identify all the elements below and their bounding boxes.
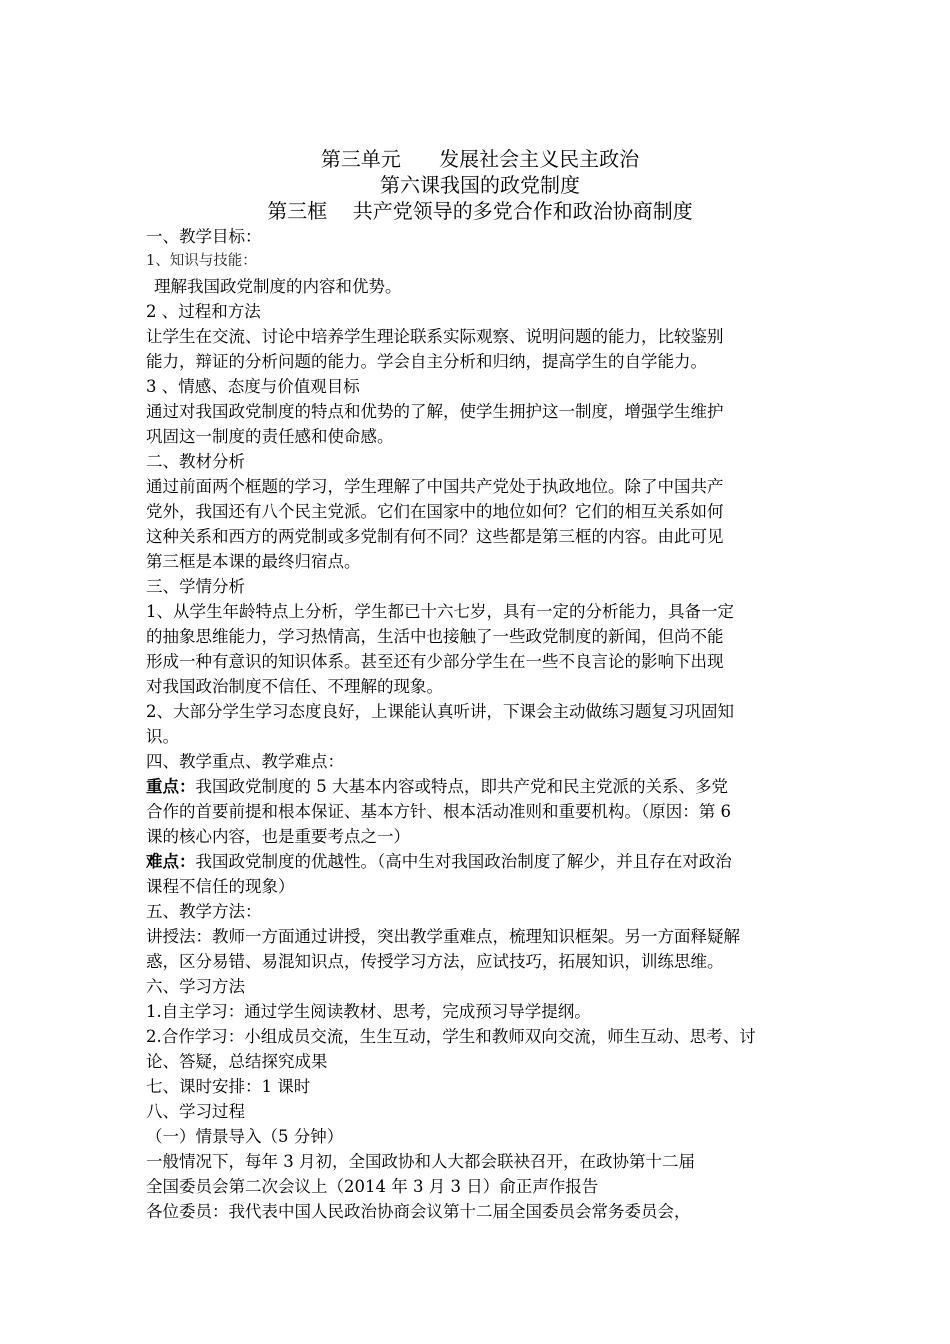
lesson-title: 第六课我国的政党制度 xyxy=(380,173,580,197)
text-line xyxy=(146,1049,814,1074)
text-line xyxy=(146,474,814,499)
text-line xyxy=(146,574,814,599)
line-text: 论、答疑，总结探究成果 xyxy=(146,1052,328,1071)
line-text: 巩固这一制度的责任感和使命感。 xyxy=(146,427,394,446)
line-text: 2、大部分学生学习态度良好，上课能认真听讲，下课会主动做练习题复习巩固知 xyxy=(146,702,734,721)
text-line xyxy=(146,399,814,424)
bold-label: 重点： xyxy=(146,777,196,796)
document-body xyxy=(146,146,814,1224)
line-text: 惑，区分易错、易混知识点，传授学习方法，应试技巧，拓展知识，训练思维。 xyxy=(146,952,724,971)
line-text: 1、知识与技能： xyxy=(146,253,257,269)
text-line xyxy=(146,524,814,549)
line-text: 1、从学生年龄特点上分析，学生都已十六七岁，具有一定的分析能力，具备一定 xyxy=(146,602,734,621)
text-line xyxy=(146,624,814,649)
line-text: 通过对我国政党制度的特点和优势的了解，使学生拥护这一制度，增强学生维护 xyxy=(146,402,724,421)
line-text: 讲授法：教师一方面通过讲授，突出教学重难点，梳理知识框架。另一方面释疑解 xyxy=(146,927,740,946)
line-text: 3 、情感、态度与价值观目标 xyxy=(146,377,360,396)
line-text: 识。 xyxy=(146,727,179,746)
text-line xyxy=(146,699,814,724)
line-text: 四、教学重点、教学难点： xyxy=(146,752,344,771)
line-text: 党外，我国还有八个民主党派。它们在国家中的地位如何？它们的相互关系如何 xyxy=(146,502,724,521)
line-text: 各位委员：我代表中国人民政治协商会议第十二届全国委员会常务委员会， xyxy=(146,1202,691,1221)
text-line xyxy=(146,424,814,449)
line-text: 课的核心内容，也是重要考点之一） xyxy=(146,827,410,846)
text-line xyxy=(146,774,814,799)
line-text: 一、教学目标： xyxy=(146,227,262,246)
text-line xyxy=(146,1199,814,1224)
line-text: 五、教学方法： xyxy=(146,902,262,921)
line-text: 课程不信任的现象） xyxy=(146,877,295,896)
line-text: 2 、过程和方法 xyxy=(146,302,261,321)
line-text: 我国政党制度的 5 大基本内容或特点，即共产党和民主党派的关系、多党 xyxy=(195,777,728,796)
text-line xyxy=(146,924,814,949)
line-text: 八、学习过程 xyxy=(146,1102,245,1121)
text-line xyxy=(146,874,814,899)
unit-title: 第三单元 发展社会主义民主政治 xyxy=(320,147,640,171)
bold-label: 难点： xyxy=(146,852,196,871)
line-text: 理解我国政党制度的内容和优势。 xyxy=(154,277,402,296)
line-text: 二、教材分析 xyxy=(146,452,245,471)
text-line xyxy=(146,799,814,824)
text-line xyxy=(146,499,814,524)
line-text: 1.自主学习：通过学生阅读教材、思考，完成预习导学提纲。 xyxy=(146,1002,591,1021)
text-line xyxy=(146,299,814,324)
line-text: 的抽象思维能力，学习热情高，生活中也接触了一些政党制度的新闻，但尚不能 xyxy=(146,627,724,646)
text-line xyxy=(146,249,814,274)
line-text: 通过前面两个框题的学习，学生理解了中国共产党处于执政地位。除了中国共产 xyxy=(146,477,724,496)
line-text: 合作的首要前提和根本保证、基本方针、根本活动准则和重要机构。（原因：第 6 xyxy=(146,802,731,821)
line-text: 三、学情分析 xyxy=(146,577,245,596)
text-line xyxy=(146,849,814,874)
text-line xyxy=(146,449,814,474)
text-line xyxy=(146,274,814,299)
text-line xyxy=(146,824,814,849)
line-text: 让学生在交流、讨论中培养学生理论联系实际观察、说明问题的能力，比较鉴别 xyxy=(146,327,724,346)
line-text: 七、课时安排：1 课时 xyxy=(146,1077,311,1096)
line-text: 全国委员会第二次会议上（2014 年 3 月 3 日）俞正声作报告 xyxy=(146,1177,599,1196)
text-line xyxy=(146,1074,814,1099)
text-line xyxy=(146,224,814,249)
text-line xyxy=(146,1024,814,1049)
line-text: 我国政党制度的优越性。（高中生对我国政治制度了解少，并且存在对政治 xyxy=(195,852,732,871)
text-line xyxy=(146,1174,814,1199)
text-line xyxy=(146,549,814,574)
text-line xyxy=(146,749,814,774)
line-text: 形成一种有意识的知识体系。甚至还有少部分学生在一些不良言论的影响下出现 xyxy=(146,652,724,671)
line-text: （一）情景导入（5 分钟） xyxy=(146,1127,344,1146)
text-line xyxy=(146,899,814,924)
text-line xyxy=(146,724,814,749)
text-line xyxy=(146,374,814,399)
line-text: 这种关系和西方的两党制或多党制有何不同？这些都是第三框的内容。由此可见 xyxy=(146,527,724,546)
document-text xyxy=(146,224,814,1224)
text-line xyxy=(146,649,814,674)
text-line xyxy=(146,1099,814,1124)
text-line xyxy=(146,949,814,974)
line-text: 2.合作学习：小组成员交流，生生互动，学生和教师双向交流，师生互动、思考、讨 xyxy=(146,1027,756,1046)
line-text: 能力，辩证的分析问题的能力。学会自主分析和归纳，提高学生的自学能力。 xyxy=(146,352,707,371)
line-text: 六、学习方法 xyxy=(146,977,245,996)
text-line xyxy=(146,1124,814,1149)
line-text: 第三框是本课的最终归宿点。 xyxy=(146,552,361,571)
text-line xyxy=(146,349,814,374)
line-text: 对我国政治制度不信任、不理解的现象。 xyxy=(146,677,443,696)
text-line xyxy=(146,599,814,624)
text-line xyxy=(146,974,814,999)
line-text: 一般情况下，每年 3 月初，全国政协和人大都会联袂召开，在政协第十二届 xyxy=(146,1152,695,1171)
text-line xyxy=(146,324,814,349)
text-line xyxy=(146,674,814,699)
frame-title: 第三框 共产党领导的多党合作和政治协商制度 xyxy=(267,199,693,223)
text-line xyxy=(146,1149,814,1174)
text-line xyxy=(146,999,814,1024)
